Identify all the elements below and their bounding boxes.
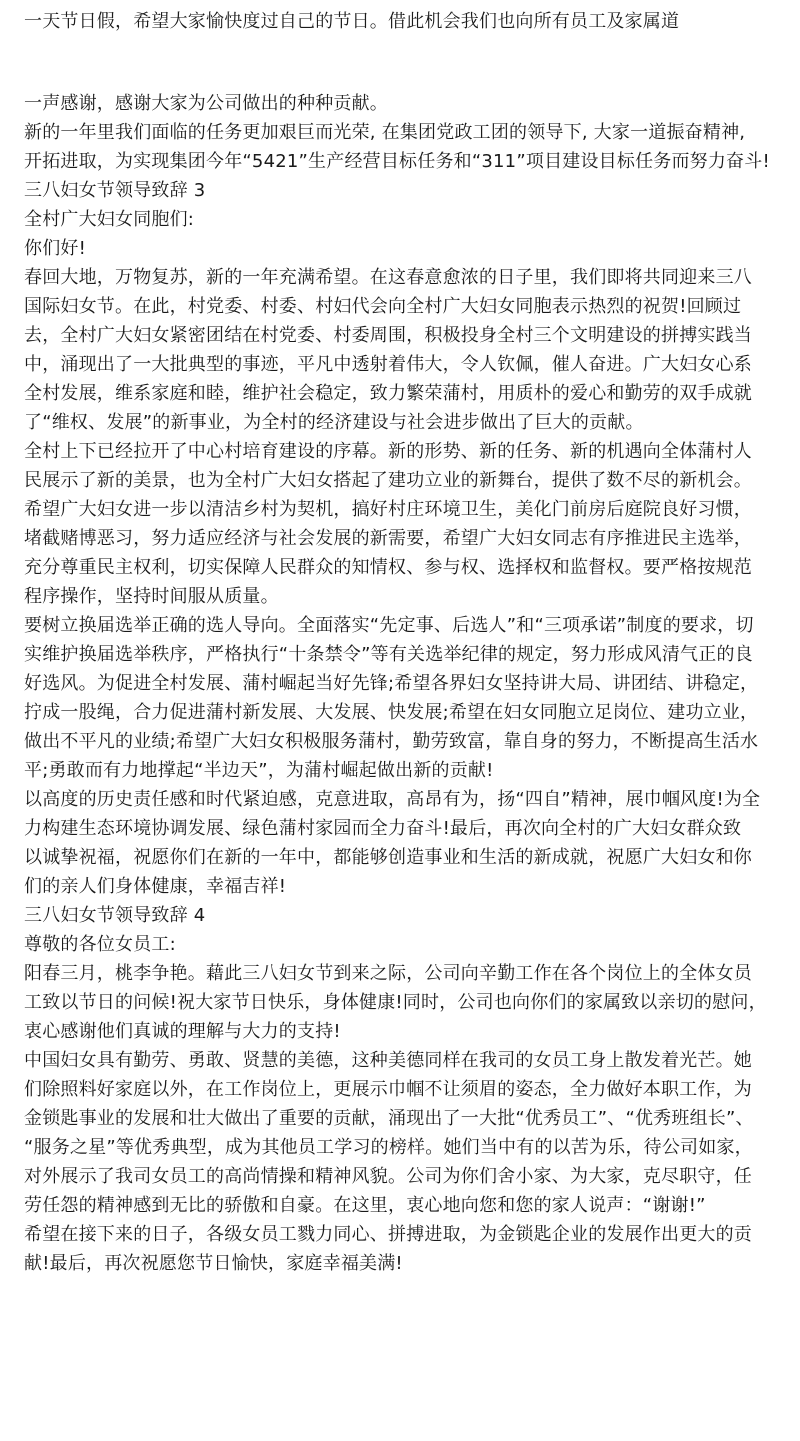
text-line: 一声感谢，感谢大家为公司做出的种种贡献。 (24, 93, 388, 114)
text-line: 工致以节日的问候!祝大家节日快乐，身体健康!同时，公司也向你们的家属致以亲切的慰问， (24, 992, 767, 1013)
text-line: 了“维权、发展”的新事业，为全村的经济建设与社会进步做出了巨大的贡献。 (24, 412, 644, 433)
text-line: 程序操作，坚持时间服从质量。 (24, 586, 279, 607)
text-line: 堵截赌博恶习，努力适应经济与社会发展的新需要，希望广大妇女同志有序推进民主选举， (24, 528, 752, 549)
text-line: 新的一年里我们面临的任务更加艰巨而光荣, 在集团党政工团的领导下, 大家一道振奋精神, (24, 122, 746, 143)
text-line: 以诚挚祝福，祝愿你们在新的一年中，都能够创造事业和生活的新成就，祝愿广大妇女和你 (24, 847, 752, 868)
text-line: 金锁匙事业的发展和壮大做出了重要的贡献，涌现出了一大批“优秀员工”、“优秀班组长”、 (24, 1108, 754, 1129)
text-line: 阳春三月，桃李争艳。藉此三八妇女节到来之际，公司向辛勤工作在各个岗位上的全体女员 (24, 963, 752, 984)
text-line: 献!最后，再次祝愿您节日愉快，家庭幸福美满! (24, 1253, 403, 1274)
text-line: 拧成一股绳，合力促进蒲村新发展、大发展、快发展;希望在妇女同胞立足岗位、建功立业， (24, 702, 759, 723)
text-line: 们除照料好家庭以外，在工作岗位上，更展示巾帼不让须眉的姿态，全力做好本职工作，为 (24, 1079, 752, 1100)
text-line: 做出不平凡的业绩;希望广大妇女积极服务蒲村，勤劳致富，靠自身的努力，不断提高生活水 (24, 731, 759, 752)
text-line: 开拓进取，为实现集团今年“5421”生产经营目标任务和“311”项目建设目标任务而努力奋斗! (24, 151, 770, 172)
text-line: “服务之星”等优秀典型，成为其他员工学习的榜样。她们当中有的以苦为乐，待公司如家， (24, 1137, 753, 1158)
text-line: 你们好! (24, 238, 87, 259)
text-line: 以高度的历史责任感和时代紧迫感，克意进取，高昂有为，扬“四自”精神，展巾帼风度!为全 (24, 789, 761, 810)
text-line: 充分尊重民主权利，切实保障人民群众的知情权、参与权、选择权和监督权。要严格按规范 (24, 557, 752, 578)
text-line: 中国妇女具有勤劳、勇敢、贤慧的美德，这种美德同样在我司的女员工身上散发着光芒。她 (24, 1050, 752, 1071)
text-line: 尊敬的各位女员工: (24, 934, 176, 955)
text-line: 春回大地，万物复苏，新的一年充满希望。在这春意愈浓的日子里，我们即将共同迎来三八 (24, 267, 752, 288)
text-line: 要树立换届选举正确的选人导向。全面落实“先定事、后选人”和“三项承诺”制度的要求，切 (24, 615, 754, 636)
text-line: 全村广大妇女同胞们: (24, 209, 195, 230)
section-heading: 三八妇女节领导致辞 4 (24, 905, 206, 926)
text-line: 实维护换届选举秩序，严格执行“十条禁令”等有关选举纪律的规定，努力形成风清气正的良 (24, 644, 753, 665)
text-line: 们的亲人们身体健康，幸福吉祥! (24, 876, 287, 897)
text-line: 去，全村广大妇女紧密团结在村党委、村委周围，积极投身全村三个文明建设的拼搏实践当 (24, 325, 752, 346)
text-line: 民展示了新的美景，也为全村广大妇女搭起了建功立业的新舞台，提供了数不尽的新机会。 (24, 470, 752, 491)
text-line: 衷心感谢他们真诚的理解与大力的支持! (24, 1021, 341, 1042)
text-line: 全村发展，维系家庭和睦，维护社会稳定，致力繁荣蒲村，用质朴的爱心和勤劳的双手成就 (24, 383, 752, 404)
document-intro (24, 0, 784, 36)
text-line: 好选风。为促进全村发展、蒲村崛起当好先锋;希望各界妇女坚持讲大局、讲团结、讲稳定， (24, 673, 759, 694)
document-body (24, 89, 784, 1278)
text-line: 力构建生态环境协调发展、绿色蒲村家园而全力奋斗!最后，再次向全村的广大妇女群众致 (24, 818, 742, 839)
text-line: 希望在接下来的日子，各级女员工戮力同心、拼搏进取，为金锁匙企业的发展作出更大的贡 (24, 1224, 752, 1245)
text-line: 国际妇女节。在此，村党委、村委、村妇代会向全村广大妇女同胞表示热烈的祝贺!回顾过 (24, 296, 742, 317)
section-heading: 三八妇女节领导致辞 3 (24, 180, 206, 201)
text-line: 对外展示了我司女员工的高尚情操和精神风貌。公司为你们舍小家、为大家，克尽职守，任 (24, 1166, 752, 1187)
text-line: 一天节日假，希望大家愉快度过自己的节日。借此机会我们也向所有员工及家属道 (24, 11, 680, 32)
text-line: 平;勇敢而有力地撑起“半边天”，为蒲村崛起做出新的贡献! (24, 760, 494, 781)
text-line: 全村上下已经拉开了中心村培育建设的序幕。新的形势、新的任务、新的机遇向全体蒲村人 (24, 441, 752, 462)
text-line: 希望广大妇女进一步以清洁乡村为契机，搞好村庄环境卫生，美化门前房后庭院良好习惯， (24, 499, 752, 520)
text-line: 中，涌现出了一大批典型的事迹，平凡中透射着伟大，令人钦佩，催人奋进。广大妇女心系 (24, 354, 752, 375)
text-line: 劳任怨的精神感到无比的骄傲和自豪。在这里，衷心地向您和您的家人说声：“谢谢!” (24, 1195, 706, 1216)
cropped-text-line (24, 0, 784, 7)
